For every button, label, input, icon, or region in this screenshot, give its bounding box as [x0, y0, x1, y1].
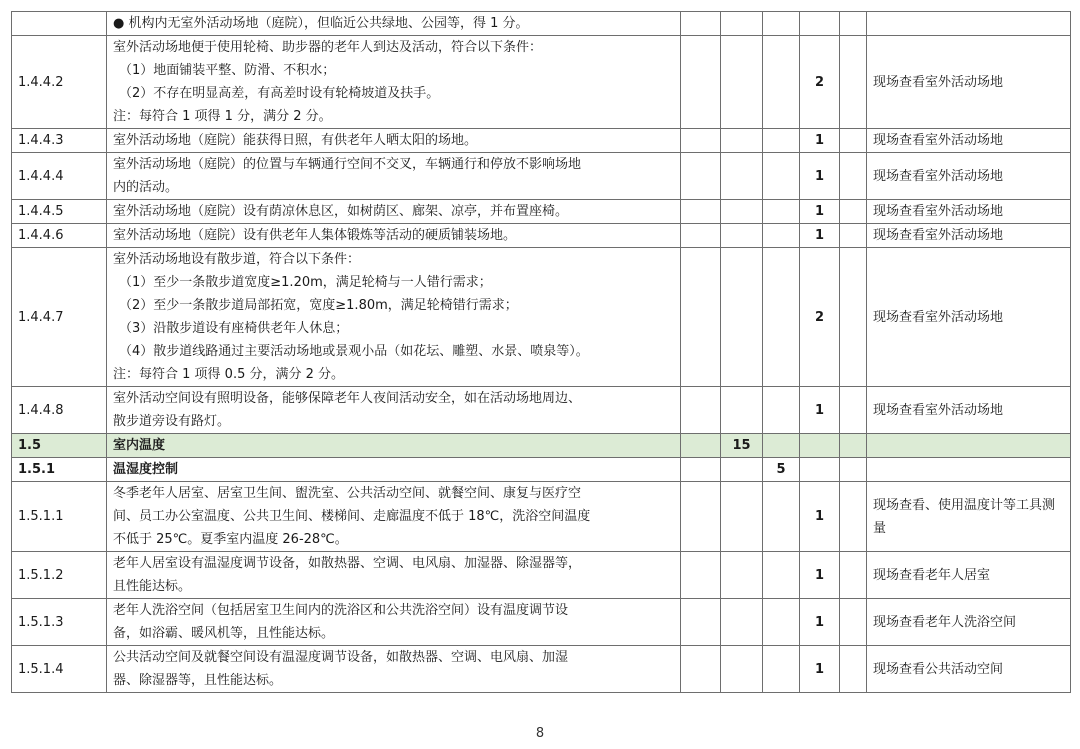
table-row [12, 482, 1071, 552]
score-col-empty [681, 200, 721, 224]
table-row [12, 12, 1071, 36]
item-description-cell [107, 129, 681, 153]
score-item-cell [800, 434, 840, 458]
remark-cell [840, 458, 867, 482]
table-body [12, 12, 1071, 693]
table-row [12, 387, 1071, 434]
score-level2-cell [721, 482, 763, 552]
remark-cell [840, 224, 867, 248]
score-col-empty [681, 224, 721, 248]
item-code-cell: 1.5.1 [12, 458, 107, 482]
item-code-cell: 1.4.4.7 [12, 248, 107, 387]
assessment-method-cell: 现场查看室外活动场地 [867, 153, 1071, 200]
score-col-empty [681, 129, 721, 153]
remark-cell [840, 153, 867, 200]
item-description-cell [107, 387, 681, 434]
description-line: 室外活动场地（庭院）能获得日照，有供老年人晒太阳的场地。 [113, 133, 478, 148]
score-level3-cell [763, 482, 800, 552]
description-line: 室外活动场地便于使用轮椅、助步器的老年人到达及活动，符合以下条件： [113, 40, 543, 55]
remark-cell [840, 552, 867, 599]
score-level3-cell [763, 200, 800, 224]
score-level3-cell [763, 434, 800, 458]
remark-cell [840, 387, 867, 434]
assessment-method-cell: 现场查看公共活动空间 [867, 646, 1071, 693]
description-line: 室外活动场地（庭院）设有荫凉休息区，如树荫区、廊架、凉亭，并布置座椅。 [113, 204, 569, 219]
assessment-method-cell [867, 434, 1071, 458]
table-row [12, 248, 1071, 387]
item-description-cell [107, 224, 681, 248]
assessment-method-cell: 现场查看室外活动场地 [867, 248, 1071, 387]
item-code-cell: 1.4.4.5 [12, 200, 107, 224]
description-line: 室外活动场地设有散步道，符合以下条件： [113, 252, 361, 267]
score-level2-cell [721, 200, 763, 224]
score-item-cell: 1 [800, 153, 840, 200]
item-code-cell: 1.5 [12, 434, 107, 458]
assessment-method-cell: 现场查看室外活动场地 [867, 129, 1071, 153]
table-row [12, 599, 1071, 646]
remark-cell [840, 482, 867, 552]
item-code-cell: 1.4.4.6 [12, 224, 107, 248]
score-item-cell: 1 [800, 599, 840, 646]
item-code-cell: 1.5.1.2 [12, 552, 107, 599]
description-line: （3）沿散步道设有座椅供老年人休息； [119, 321, 349, 336]
item-description-cell [107, 200, 681, 224]
standards-table [11, 11, 1071, 693]
score-item-cell: 1 [800, 552, 840, 599]
description-line: 器、除湿器等，且性能达标。 [113, 673, 283, 688]
remark-cell [840, 646, 867, 693]
item-description-cell [107, 458, 681, 482]
table-row [12, 224, 1071, 248]
description-line: 间、员工办公室温度、公共卫生间、楼梯间、走廊温度不低于 18℃，洗浴空间温度 [113, 509, 591, 524]
score-item-cell: 1 [800, 646, 840, 693]
table-row [12, 458, 1071, 482]
score-col-empty [681, 36, 721, 129]
description-line: 不低于 25℃。夏季室内温度 26-28℃。 [113, 532, 348, 547]
score-col-empty [681, 599, 721, 646]
table-row [12, 552, 1071, 599]
score-col-empty [681, 482, 721, 552]
score-level2-cell [721, 599, 763, 646]
item-description-cell [107, 12, 681, 36]
item-code-cell: 1.5.1.1 [12, 482, 107, 552]
description-line: 老年人洗浴空间（包括居室卫生间内的洗浴区和公共洗浴空间）设有温度调节设 [113, 603, 569, 618]
table-row [12, 646, 1071, 693]
score-item-cell [800, 458, 840, 482]
assessment-method-cell: 现场查看室外活动场地 [867, 36, 1071, 129]
item-code-cell: 1.4.4.3 [12, 129, 107, 153]
score-level2-cell [721, 129, 763, 153]
score-level2-cell [721, 12, 763, 36]
score-level2-cell [721, 248, 763, 387]
score-level2-cell [721, 646, 763, 693]
description-line: 室内温度 [113, 438, 166, 453]
description-line: （2）至少一条散步道局部拓宽，宽度≥1.80m，满足轮椅错行需求； [119, 298, 518, 313]
description-line: 散步道旁设有路灯。 [113, 414, 231, 429]
description-line: 内的活动。 [113, 180, 179, 195]
score-item-cell: 1 [800, 224, 840, 248]
table-row [12, 129, 1071, 153]
item-code-cell: 1.4.4.2 [12, 36, 107, 129]
item-code-cell: 1.5.1.3 [12, 599, 107, 646]
score-level2-cell: 15 [721, 434, 763, 458]
description-line: 且性能达标。 [113, 579, 192, 594]
remark-cell [840, 434, 867, 458]
remark-cell [840, 248, 867, 387]
score-col-empty [681, 458, 721, 482]
item-description-cell [107, 434, 681, 458]
description-line: 温湿度控制 [113, 462, 179, 477]
item-description-cell [107, 153, 681, 200]
assessment-method-cell [867, 12, 1071, 36]
score-item-cell [800, 12, 840, 36]
page-number: 8 [535, 726, 545, 741]
score-level2-cell [721, 224, 763, 248]
item-description-cell [107, 599, 681, 646]
item-code-cell [12, 12, 107, 36]
description-line: 室外活动场地（庭院）的位置与车辆通行空间不交叉，车辆通行和停放不影响场地 [113, 157, 582, 172]
item-description-cell [107, 552, 681, 599]
score-col-empty [681, 646, 721, 693]
score-level3-cell [763, 248, 800, 387]
table-row [12, 36, 1071, 129]
description-line: （1）至少一条散步道宽度≥1.20m，满足轮椅与一人错行需求； [119, 275, 492, 290]
score-level3-cell [763, 224, 800, 248]
score-item-cell: 2 [800, 36, 840, 129]
score-item-cell: 1 [800, 387, 840, 434]
score-level3-cell [763, 129, 800, 153]
score-level2-cell [721, 552, 763, 599]
description-line: （1）地面铺装平整、防滑、不积水； [119, 63, 336, 78]
item-description-cell [107, 646, 681, 693]
description-line: （4）散步道线路通过主要活动场地或景观小品（如花坛、雕塑、水景、喷泉等）。 [119, 344, 589, 359]
item-description-cell [107, 482, 681, 552]
assessment-method-cell: 现场查看、使用温度计等工具测量 [867, 482, 1071, 552]
description-line: 室外活动空间设有照明设备，能够保障老年人夜间活动安全，如在活动场地周边、 [113, 391, 582, 406]
description-line: 注：每符合 1 项得 0.5 分，满分 2 分。 [113, 367, 345, 382]
table-row [12, 434, 1071, 458]
table-row [12, 153, 1071, 200]
score-col-empty [681, 434, 721, 458]
score-col-empty [681, 552, 721, 599]
assessment-method-cell [867, 458, 1071, 482]
score-level2-cell [721, 387, 763, 434]
description-line: 冬季老年人居室、居室卫生间、盥洗室、公共活动空间、就餐空间、康复与医疗空 [113, 486, 582, 501]
description-line: 公共活动空间及就餐空间设有温湿度调节设备，如散热器、空调、电风扇、加湿 [113, 650, 569, 665]
score-level3-cell: 5 [763, 458, 800, 482]
score-level2-cell [721, 153, 763, 200]
score-level3-cell [763, 552, 800, 599]
assessment-method-cell: 现场查看老年人居室 [867, 552, 1071, 599]
score-level2-cell [721, 458, 763, 482]
score-level3-cell [763, 599, 800, 646]
item-code-cell: 1.4.4.8 [12, 387, 107, 434]
assessment-method-cell: 现场查看室外活动场地 [867, 200, 1071, 224]
assessment-method-cell: 现场查看老年人洗浴空间 [867, 599, 1071, 646]
assessment-method-cell: 现场查看室外活动场地 [867, 224, 1071, 248]
score-level3-cell [763, 646, 800, 693]
score-col-empty [681, 387, 721, 434]
item-code-cell: 1.4.4.4 [12, 153, 107, 200]
remark-cell [840, 129, 867, 153]
description-line: ● 机构内无室外活动场地（庭院），但临近公共绿地、公园等，得 1 分。 [113, 16, 529, 31]
score-item-cell: 2 [800, 248, 840, 387]
remark-cell [840, 200, 867, 224]
description-line: 注：每符合 1 项得 1 分，满分 2 分。 [113, 109, 332, 124]
score-col-empty [681, 248, 721, 387]
score-item-cell: 1 [800, 200, 840, 224]
score-level2-cell [721, 36, 763, 129]
description-line: 室外活动场地（庭院）设有供老年人集体锻炼等活动的硬质铺装场地。 [113, 228, 517, 243]
score-col-empty [681, 153, 721, 200]
assessment-method-cell: 现场查看室外活动场地 [867, 387, 1071, 434]
description-line: 备，如浴霸、暖风机等，且性能达标。 [113, 626, 335, 641]
item-description-cell [107, 248, 681, 387]
item-description-cell [107, 36, 681, 129]
score-level3-cell [763, 12, 800, 36]
table-row [12, 200, 1071, 224]
score-level3-cell [763, 153, 800, 200]
remark-cell [840, 12, 867, 36]
remark-cell [840, 599, 867, 646]
score-level3-cell [763, 36, 800, 129]
remark-cell [840, 36, 867, 129]
score-item-cell: 1 [800, 482, 840, 552]
description-line: （2）不存在明显高差，有高差时设有轮椅坡道及扶手。 [119, 86, 440, 101]
score-col-empty [681, 12, 721, 36]
score-item-cell: 1 [800, 129, 840, 153]
description-line: 老年人居室设有温湿度调节设备，如散热器、空调、电风扇、加湿器、除湿器等， [113, 556, 582, 571]
score-level3-cell [763, 387, 800, 434]
item-code-cell: 1.5.1.4 [12, 646, 107, 693]
